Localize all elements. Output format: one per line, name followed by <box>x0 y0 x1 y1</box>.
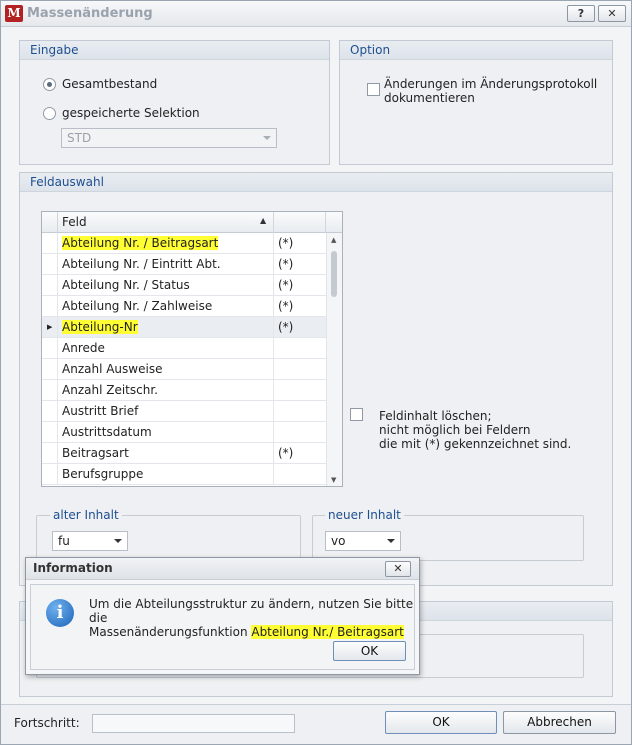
feld-cell <box>58 296 274 316</box>
feld-cell <box>58 338 274 358</box>
feld-cell-text: Austrittsdatum <box>62 425 152 439</box>
grid-header <box>42 212 342 233</box>
information-message <box>89 597 414 639</box>
mark-cell <box>274 401 326 421</box>
current-row-indicator-icon: ▶ <box>42 317 58 337</box>
mark-cell: (*) <box>278 446 294 460</box>
neuer-inhalt-dropdown[interactable] <box>325 531 401 551</box>
mark-cell <box>274 380 326 400</box>
information-dialog-close-button[interactable]: ✕ <box>385 561 411 577</box>
radio-gesamtbestand-label: Gesamtbestand <box>62 77 158 91</box>
alter-inhalt-label: alter Inhalt <box>50 508 122 522</box>
table-row[interactable] <box>42 317 326 338</box>
grid-header-indicator <box>42 212 58 233</box>
help-button[interactable]: ? <box>567 5 595 22</box>
information-message-line1: Um die Abteilungsstruktur zu ändern, nutzen Sie bitte die <box>89 597 414 625</box>
close-button[interactable]: ✕ <box>598 5 626 22</box>
ok-button[interactable]: OK <box>385 711 497 734</box>
table-row[interactable] <box>42 233 326 254</box>
app-logo-icon: M <box>5 5 23 22</box>
eingabe-panel-title: Eingabe <box>20 41 329 60</box>
mark-cell: (*) <box>278 236 294 250</box>
feld-cell <box>58 254 274 274</box>
mark-cell: (*) <box>278 299 294 313</box>
chevron-down-icon <box>263 136 271 140</box>
chevron-down-icon <box>387 539 395 543</box>
feldauswahl-panel-title: Feldauswahl <box>20 173 612 192</box>
feld-cell-text: Anrede <box>62 341 105 355</box>
column-header-feld[interactable] <box>58 212 274 233</box>
information-ok-button[interactable]: OK <box>333 641 406 661</box>
row-indicator <box>42 254 58 274</box>
progress-bar <box>92 714 295 733</box>
aenderungsprotokoll-label <box>384 77 597 105</box>
mark-cell: (*) <box>278 320 294 334</box>
sort-ascending-icon: ▲ <box>260 216 267 225</box>
feld-cell <box>58 359 274 379</box>
window-title: Massenänderung <box>27 6 153 21</box>
feld-cell-text: Abteilung-Nr <box>62 320 138 334</box>
feld-grid[interactable] <box>41 211 343 487</box>
table-row[interactable] <box>42 464 326 485</box>
mark-cell <box>274 464 326 484</box>
feld-cell-text: Anzahl Zeitschr. <box>62 383 158 397</box>
table-row[interactable] <box>42 275 326 296</box>
feld-cell-text: Abteilung Nr. / Eintritt Abt. <box>62 257 221 271</box>
feld-cell <box>58 233 274 253</box>
radio-gesamtbestand[interactable] <box>43 78 56 91</box>
title-bar[interactable] <box>1 1 631 27</box>
option-panel-title: Option <box>340 41 612 60</box>
feld-cell <box>58 443 274 463</box>
mark-cell <box>274 422 326 442</box>
row-indicator <box>42 338 58 358</box>
feld-cell-text: Abteilung Nr. / Zahlweise <box>62 299 213 313</box>
feldinhalt-loeschen-line3: die mit (*) gekennzeichnet sind. <box>379 437 572 451</box>
scroll-down-icon[interactable]: ▼ <box>331 476 337 484</box>
footer-bar <box>1 704 631 744</box>
eingabe-panel <box>19 40 330 165</box>
feld-cell-text: Abteilung Nr. / Status <box>62 278 190 292</box>
feld-cell <box>58 317 274 337</box>
column-header-mark[interactable] <box>274 212 326 233</box>
aenderungsprotokoll-label-line2: dokumentieren <box>384 91 475 105</box>
selektion-dropdown[interactable] <box>61 128 277 148</box>
info-icon: i <box>46 599 74 627</box>
table-row[interactable] <box>42 254 326 275</box>
feldinhalt-loeschen-checkbox[interactable] <box>350 408 363 421</box>
feldinhalt-loeschen-label <box>379 409 571 451</box>
aenderungsprotokoll-label-line1: Änderungen im Änderungsprotokoll <box>384 77 598 91</box>
information-dialog-title-text: Information <box>33 561 113 575</box>
feld-cell-text: Abteilung Nr. / Beitragsart <box>62 236 219 250</box>
table-row[interactable] <box>42 359 326 380</box>
column-header-feld-label: Feld <box>62 215 87 229</box>
mark-cell: (*) <box>278 278 294 292</box>
feldinhalt-loeschen-line2: nicht möglich bei Feldern <box>379 423 531 437</box>
feld-cell <box>58 422 274 442</box>
table-row[interactable] <box>42 380 326 401</box>
feld-cell <box>58 464 274 484</box>
mark-cell: (*) <box>278 257 294 271</box>
information-dialog-title[interactable] <box>26 558 419 580</box>
table-row[interactable] <box>42 296 326 317</box>
information-message-line2 <box>89 625 414 639</box>
feldinhalt-loeschen-line1: Feldinhalt löschen; <box>379 409 492 423</box>
scroll-up-icon[interactable]: ▲ <box>331 236 337 244</box>
feld-cell-text: Austritt Brief <box>62 404 139 418</box>
feld-cell <box>58 275 274 295</box>
feld-cell-text: Anzahl Ausweise <box>62 362 163 376</box>
row-indicator <box>42 296 58 316</box>
selektion-dropdown-value: STD <box>67 131 92 145</box>
radio-gespeicherte-selektion[interactable] <box>43 107 56 120</box>
mark-cell <box>274 338 326 358</box>
scroll-thumb[interactable] <box>331 251 337 297</box>
information-dialog-body <box>30 584 415 670</box>
option-panel <box>339 40 613 165</box>
information-message-prefix: Massenänderungsfunktion <box>89 625 252 639</box>
table-row[interactable] <box>42 422 326 443</box>
table-row[interactable] <box>42 338 326 359</box>
abbrechen-button[interactable]: Abbrechen <box>503 711 616 734</box>
row-indicator <box>42 359 58 379</box>
mark-cell <box>274 359 326 379</box>
radio-gespeicherte-selektion-label: gespeicherte Selektion <box>62 106 200 120</box>
progress-label: Fortschritt: <box>14 716 80 730</box>
row-indicator <box>42 401 58 421</box>
chevron-down-icon <box>114 539 122 543</box>
alter-inhalt-group <box>36 508 301 561</box>
information-message-highlight: Abteilung Nr./ Beitragsart <box>251 625 404 639</box>
feld-cell-text: Berufsgruppe <box>62 467 144 481</box>
neuer-inhalt-value: vo <box>331 534 346 548</box>
row-indicator <box>42 233 58 253</box>
alter-inhalt-value: fu <box>58 534 70 548</box>
feld-cell <box>58 380 274 400</box>
table-row[interactable] <box>42 401 326 422</box>
grid-scrollbar[interactable] <box>326 233 342 487</box>
row-indicator <box>42 380 58 400</box>
row-indicator <box>42 422 58 442</box>
feld-cell-text: Beitragsart <box>62 446 129 460</box>
row-indicator <box>42 275 58 295</box>
table-row[interactable] <box>42 443 326 464</box>
row-indicator <box>42 464 58 484</box>
row-indicator <box>42 443 58 463</box>
neuer-inhalt-label: neuer Inhalt <box>325 508 404 522</box>
feld-cell <box>58 401 274 421</box>
information-dialog <box>25 557 420 675</box>
neuer-inhalt-group <box>312 508 584 561</box>
alter-inhalt-dropdown[interactable] <box>52 531 128 551</box>
aenderungsprotokoll-checkbox[interactable] <box>367 83 380 96</box>
